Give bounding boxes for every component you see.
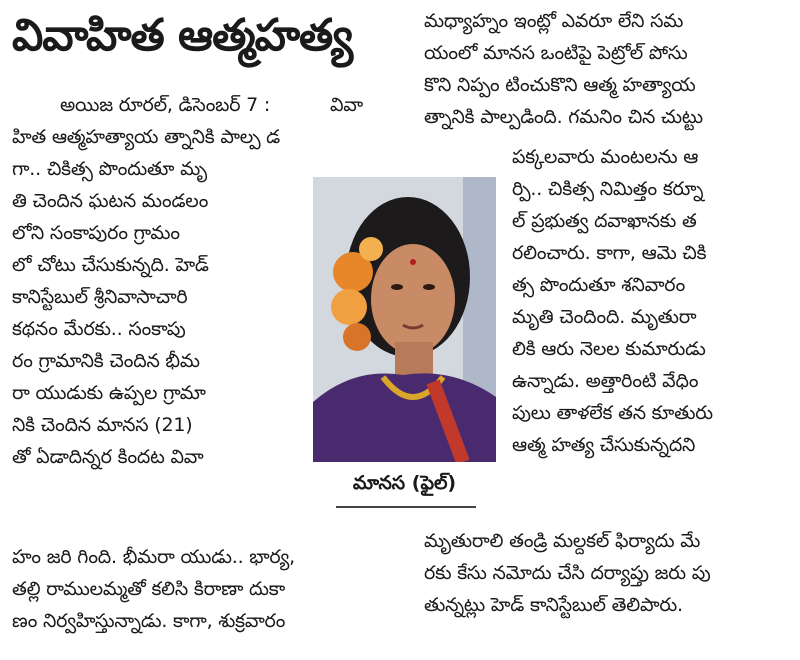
left-line: నికి చెందిన మానస (21) [12, 414, 193, 436]
left-line: ణం నిర్వహిస్తున్నాడు. కాగా, శుక్రవారం [12, 610, 286, 632]
right-line: త్నానికి పాల్పడింది. గమనిం చిన చుట్టు [424, 106, 703, 128]
right-line: రలించారు. కాగా, ఆమె చికి [512, 242, 707, 264]
left-line: తి చెందిన ఘటన మండలం [12, 190, 209, 212]
right-line: కొని నిప్పం టించుకొని ఆత్మ హత్యాయ [424, 74, 696, 96]
left-line: లోని సంకాపురం గ్రామం [12, 222, 180, 244]
right-line: మృతి చెందింది. మృతురా [512, 306, 697, 328]
right-line: తున్నట్లు హెడ్ కానిస్టేబుల్ తెలిపారు. [424, 594, 683, 616]
right-line: మృతురాలి తండ్రి మల్దకల్ ఫిర్యాదు మే [424, 530, 701, 552]
left-line: హిత ఆత్మహత్యాయ త్నానికి పాల్ప డ [12, 126, 281, 148]
left-line: లో చోటు చేసుకున్నది. హెడ్ [12, 254, 209, 276]
right-line: లికి ఆరు నెలల కుమారుడు [512, 338, 706, 360]
left-line: వివా [330, 94, 364, 116]
left-line: రా యుడుకు ఉప్పల గ్రామా [12, 382, 206, 404]
caption-divider [336, 506, 476, 508]
left-line: హం జరి గింది. భీమరా యుడు.. భార్య, [12, 546, 296, 568]
portrait-illustration [313, 177, 496, 462]
headline: వివాహిత ఆత్మహత్య [12, 10, 353, 61]
right-line: ఆత్మ హత్య చేసుకున్నదని [512, 434, 696, 456]
left-line: తల్లి రాములమ్మతో కలిసి కిరాణా దుకా [12, 578, 286, 600]
left-line: తో ఏడాదిన్నర కిందట వివా [12, 446, 204, 468]
right-line: పక్కలవారు మంటలను ఆ [512, 146, 699, 168]
portrait-photo [313, 177, 496, 462]
left-line: కథనం మేరకు.. సంకాపు [12, 318, 186, 340]
left-line: గా.. చికిత్స పొందుతూ మృ [12, 158, 207, 180]
right-line: త్స పొందుతూ శనివారం [512, 274, 686, 296]
right-line: మధ్యాహ్నం ఇంట్లో ఎవరూ లేని సమ [424, 10, 684, 32]
right-line: ర్పి.. చికిత్స నిమిత్తం కర్నూ [512, 178, 704, 200]
right-line: ల్ ప్రభుత్వ దవాఖానకు త [512, 210, 697, 232]
right-line: రకు కేసు నమోదు చేసి దర్యాప్తు జరు పు [424, 562, 711, 584]
photo-caption: మానస (ఫైల్) [352, 472, 457, 494]
right-line: పులు తాళలేక తన కూతురు [512, 402, 713, 424]
dateline: అయిజ రూరల్, డిసెంబర్ 7 : [60, 94, 271, 116]
left-line: రం గ్రామానికి చెందిన భీమ [12, 350, 200, 372]
right-line: యంలో మానస ఒంటిపై పెట్రోల్ పోసు [424, 42, 688, 64]
right-line: ఉన్నాడు. అత్తారింటి వేధిం [512, 370, 699, 392]
left-line: కానిస్టేబుల్ శ్రీనివాసాచారి [12, 286, 188, 308]
